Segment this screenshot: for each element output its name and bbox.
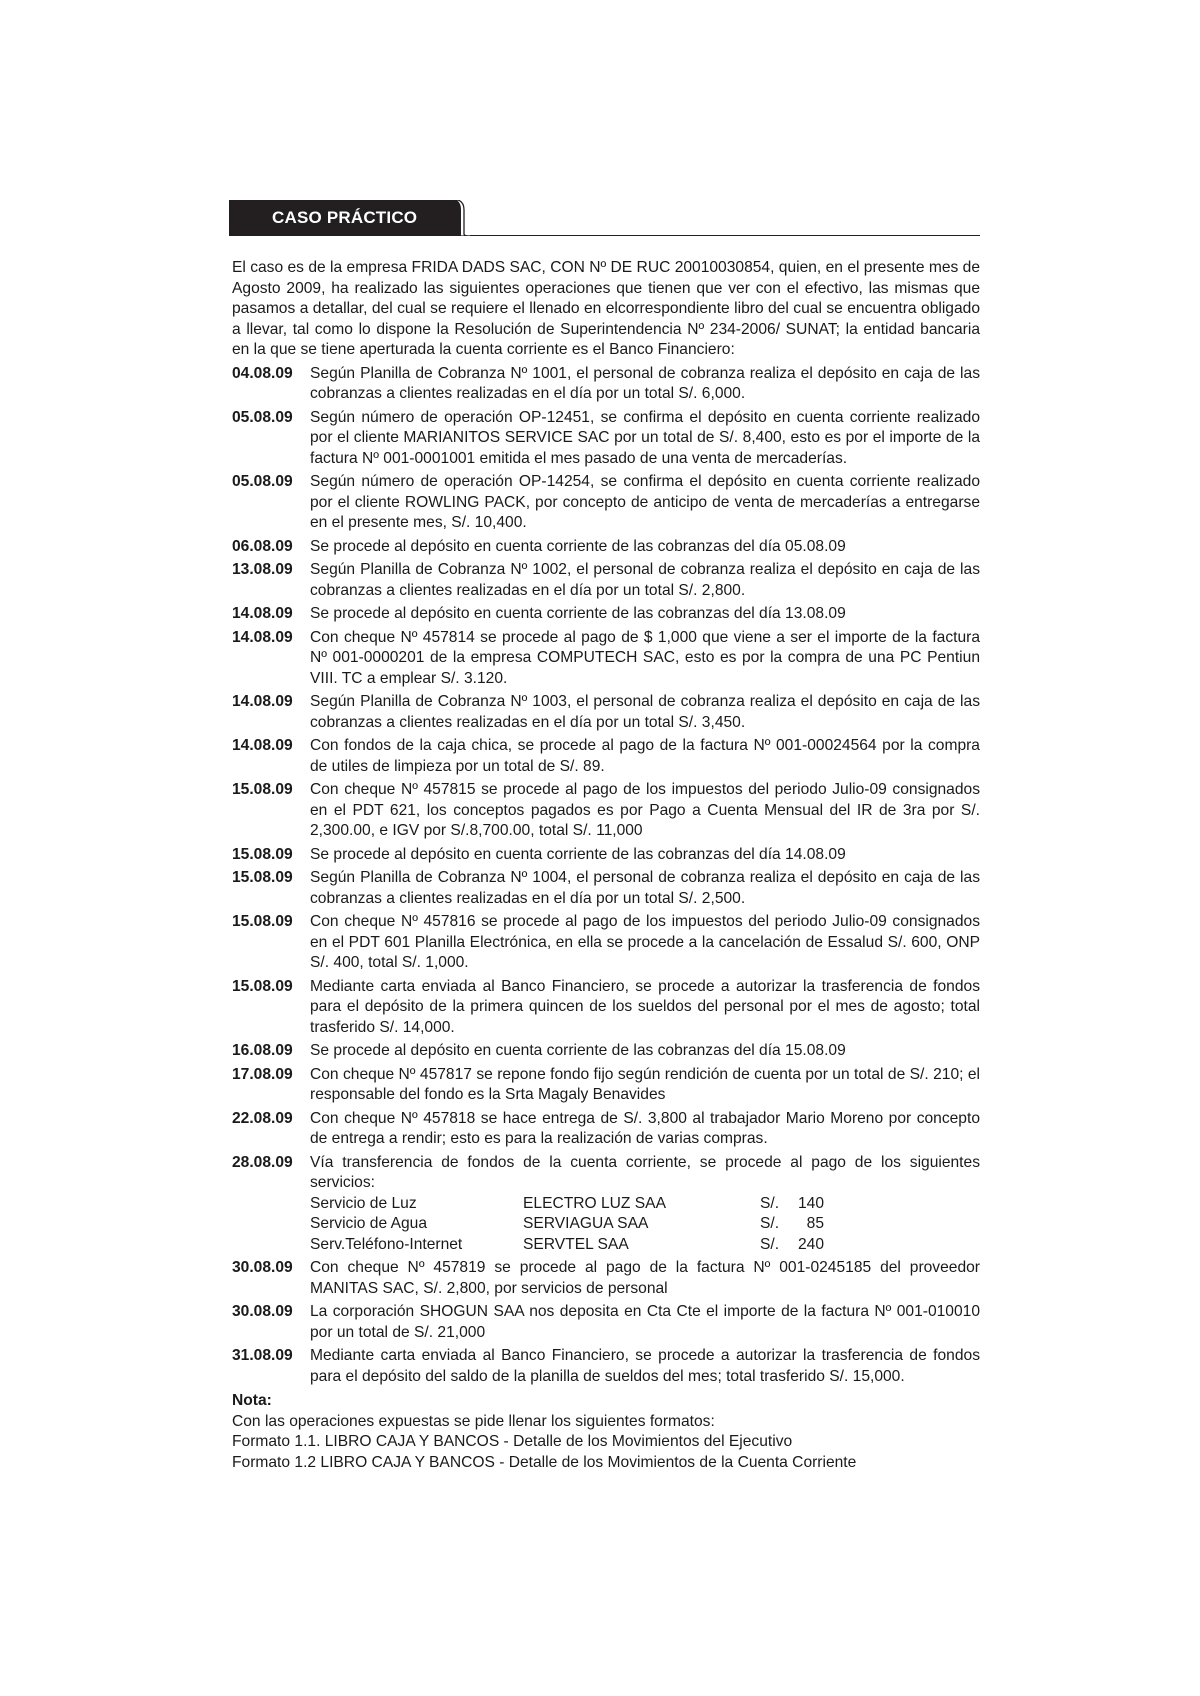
- operation-description: Con cheque Nº 457818 se hace entrega de S/. 3,800 al trabajador Mario Moreno por concepto de entrega a rendir; esto es para la realización de varias compras.: [310, 1109, 980, 1147]
- operation-entry: [232, 537, 980, 558]
- operation-description: Con cheque Nº 457814 se procede al pago de $ 1,000 que viene a ser el importe de la factura Nº 001-0000201 de la empresa COMPUTECH SAC, esto es por la compra de una PC Pentiun VIII. TC a emplear S/. 3.120.: [310, 628, 980, 687]
- operation-body: [310, 692, 980, 733]
- header-tab-curve: [452, 200, 470, 236]
- operation-entry: [232, 560, 980, 601]
- operation-description: Según Planilla de Cobranza Nº 1001, el personal de cobranza realiza el depósito en caja de las cobranzas a clientes realizadas en el día por un total S/. 6,000.: [310, 364, 980, 402]
- operation-date: 13.08.09: [232, 561, 293, 578]
- operation-date: 30.08.09: [232, 1303, 293, 1320]
- operation-entry: [232, 845, 980, 866]
- operation-entry: [232, 628, 980, 690]
- operation-entry: [232, 1153, 980, 1256]
- operation-description: Con cheque Nº 457819 se procede al pago de la factura Nº 001-0245185 del proveedor MANITAS SAC, S/. 2,800, por servicios de personal: [310, 1259, 980, 1297]
- operation-body: [310, 537, 980, 558]
- operation-date: 16.08.09: [232, 1042, 293, 1059]
- operation-description: Según Planilla de Cobranza Nº 1003, el personal de cobranza realiza el depósito en caja de las cobranzas a clientes realizadas en el día por un total S/. 3,450.: [310, 693, 980, 731]
- operation-date: 15.08.09: [232, 869, 293, 886]
- operation-body: [310, 408, 980, 470]
- service-amount: 240: [797, 1235, 824, 1253]
- operation-entry: [232, 472, 980, 534]
- service-name: Servicio de Agua: [310, 1215, 428, 1232]
- operation-body: [310, 736, 980, 777]
- operation-date: 15.08.09: [232, 913, 293, 930]
- operation-description: Según número de operación OP-14254, se confirma el depósito en cuenta corriente realizado por el cliente ROWLING PACK, por concepto de anticipo de venta de mercaderías a entregarse en el presente mes, S/. 10,400.: [310, 473, 980, 531]
- operation-entry: [232, 1258, 980, 1299]
- operation-body: [310, 977, 980, 1039]
- intro-paragraph: El caso es de la empresa FRIDA DADS SAC, CON Nº DE RUC 20010030854, quien, en el presente mes de Agosto 2009, ha realizado las siguientes operaciones que tienen que ver con el efectivo, las mismas que pasamos a detallar, del cual se requiere el llenado en elcorrespondiente libro del cual se encuentra obligado a llevar, tal como lo dispone la Resolución de Superintendencia Nº 234-2006/ SUNAT; la entidad bancaria en la que se tiene aperturada la cuenta corriente es el Banco Financiero:: [232, 259, 980, 358]
- operation-description: Con cheque Nº 457815 se procede al pago de los impuestos del periodo Julio-09 consignados en el PDT 621, los conceptos pagados es por Pago a Cuenta Mensual del IR de 3ra por S/. 2,300.00, e IGV por S/.8,700.00, total S/. 11,000: [310, 781, 980, 839]
- service-provider: ELECTRO LUZ SAA: [523, 1194, 666, 1212]
- service-currency: S/.: [760, 1194, 780, 1212]
- service-name: Serv.Teléfono-Internet: [310, 1235, 463, 1253]
- operation-description: Vía transferencia de fondos de la cuenta corriente, se procede al pago de los siguientes servicios:: [310, 1153, 980, 1191]
- operation-description: Con cheque Nº 457817 se repone fondo fijo según rendición de cuenta por un total de S/. 210; el responsable del fondo es la Srta Magaly Benavides: [310, 1065, 980, 1103]
- service-currency: S/.: [760, 1235, 780, 1253]
- operation-body: [310, 560, 980, 601]
- operation-date: 14.08.09: [232, 737, 293, 754]
- nota-line: Formato 1.2 LIBRO CAJA Y BANCOS - Detalle de los Movimientos de la Cuenta Corriente: [232, 1453, 857, 1471]
- operation-date: 15.08.09: [232, 781, 293, 798]
- case-content: [232, 258, 980, 1473]
- service-currency: S/.: [760, 1215, 780, 1232]
- operation-body: [310, 364, 980, 405]
- operation-entry: [232, 408, 980, 470]
- operation-entry: [232, 1302, 980, 1343]
- operation-date: 04.08.09: [232, 364, 293, 382]
- service-provider: SERVTEL SAA: [523, 1235, 629, 1253]
- operation-date: 30.08.09: [232, 1259, 293, 1276]
- operation-body: [310, 868, 980, 909]
- operation-entry: [232, 736, 980, 777]
- operation-description: Según Planilla de Cobranza Nº 1004, el personal de cobranza realiza el depósito en caja de las cobranzas a clientes realizadas en el día por un total S/. 2,500.: [310, 869, 980, 907]
- service-row: [310, 1194, 980, 1215]
- operation-date: 31.08.09: [232, 1347, 293, 1364]
- operation-body: [310, 912, 980, 974]
- operation-description: Según Planilla de Cobranza Nº 1002, el personal de cobranza realiza el depósito en caja de las cobranzas a clientes realizadas en el día por un total S/. 2,800.: [310, 561, 980, 599]
- operation-body: [310, 472, 980, 534]
- operation-date: 17.08.09: [232, 1065, 293, 1083]
- operation-date: 28.08.09: [232, 1153, 293, 1171]
- operation-date: 06.08.09: [232, 537, 293, 555]
- operation-body: [310, 628, 980, 690]
- operation-body: [310, 1258, 980, 1299]
- operation-description: Se procede al depósito en cuenta corriente de las cobranzas del día 15.08.09: [310, 1042, 846, 1059]
- operation-body: [310, 1153, 980, 1256]
- operation-body: [310, 1041, 980, 1062]
- operation-entry: [232, 604, 980, 625]
- operation-description: Se procede al depósito en cuenta corriente de las cobranzas del día 13.08.09: [310, 605, 846, 622]
- operation-date: 14.08.09: [232, 628, 293, 646]
- operation-body: [310, 1065, 980, 1106]
- operations-list: [232, 364, 980, 1388]
- operation-entry: [232, 780, 980, 842]
- operation-entry: [232, 1041, 980, 1062]
- operation-description: Con cheque Nº 457816 se procede al pago de los impuestos del periodo Julio-09 consignados en el PDT 601 Planilla Electrónica, en ella se procede a la cancelación de Essalud S/. 600, ONP S/. 400, total S/. 1,000.: [310, 913, 980, 971]
- operation-entry: [232, 364, 980, 405]
- operation-description: Se procede al depósito en cuenta corriente de las cobranzas del día 05.08.09: [310, 537, 846, 555]
- operation-description: Se procede al depósito en cuenta corriente de las cobranzas del día 14.08.09: [310, 845, 846, 863]
- operation-date: 05.08.09: [232, 473, 293, 490]
- operation-description: Con fondos de la caja chica, se procede al pago de la factura Nº 001-00024564 por la compra de utiles de limpieza por un total de S/. 89.: [310, 737, 980, 775]
- service-amount: 85: [806, 1215, 824, 1232]
- operation-entry: [232, 1346, 980, 1387]
- operation-entry: [232, 1065, 980, 1106]
- service-name: Servicio de Luz: [310, 1194, 417, 1212]
- operation-body: [310, 1302, 980, 1343]
- operation-description: Mediante carta enviada al Banco Financiero, se procede a autorizar la trasferencia de fondos para el depósito de la primera quincen de los sueldos del personal por el mes de agosto; total trasferido S/. 14,000.: [310, 977, 980, 1036]
- section-header: [229, 200, 980, 236]
- nota-line: Con las operaciones expuestas se pide llenar los siguientes formatos:: [232, 1412, 715, 1430]
- operation-entry: [232, 977, 980, 1039]
- operation-description: Mediante carta enviada al Banco Financiero, se procede a autorizar la trasferencia de fondos para el depósito del saldo de la planilla de sueldos del mes; total trasferido S/. 15,000.: [310, 1347, 980, 1385]
- operation-entry: [232, 692, 980, 733]
- operation-entry: [232, 912, 980, 974]
- operation-date: 14.08.09: [232, 605, 293, 622]
- operation-body: [310, 1346, 980, 1387]
- operation-description: Según número de operación OP-12451, se confirma el depósito en cuenta corriente realizado por el cliente MARIANITOS SERVICE SAC por un total de S/. 8,400, esto es por el importe de la factura Nº 001-0001001 emitida el mes pasado de una venta de mercaderías.: [310, 408, 980, 467]
- operation-entry: [232, 868, 980, 909]
- nota-title: Nota:: [232, 1392, 272, 1409]
- service-amount: 140: [797, 1194, 824, 1212]
- operation-description: La corporación SHOGUN SAA nos deposita en Cta Cte el importe de la factura Nº 001-010010 por un total de S/. 21,000: [310, 1303, 980, 1341]
- header-rule: [470, 235, 980, 237]
- service-row: [310, 1235, 980, 1256]
- operation-date: 15.08.09: [232, 977, 293, 995]
- service-row: [310, 1214, 980, 1235]
- operation-date: 14.08.09: [232, 693, 293, 710]
- operation-date: 05.08.09: [232, 408, 293, 426]
- nota-line: Formato 1.1. LIBRO CAJA Y BANCOS - Detalle de los Movimientos del Ejecutivo: [232, 1433, 793, 1450]
- operation-date: 22.08.09: [232, 1109, 293, 1127]
- service-provider: SERVIAGUA SAA: [523, 1215, 649, 1232]
- operation-entry: [232, 1109, 980, 1150]
- operation-body: [310, 604, 980, 625]
- section-title: CASO PRÁCTICO: [229, 200, 452, 236]
- operation-body: [310, 1109, 980, 1150]
- operation-date: 15.08.09: [232, 845, 293, 863]
- operation-body: [310, 780, 980, 842]
- operation-body: [310, 845, 980, 866]
